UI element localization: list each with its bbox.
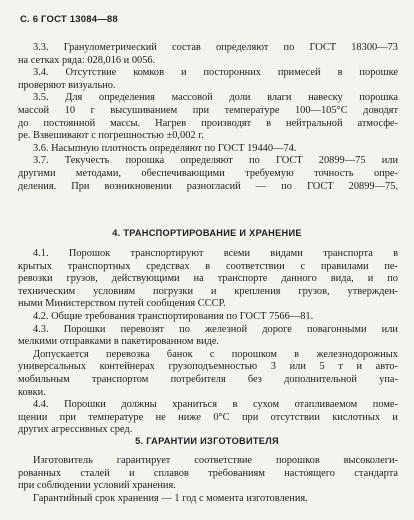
text-line: ревозки грузов, действующими на транспорте данного вида, и по [18,273,398,285]
text-line: мобильным транспортом потребителя без дополнительной упа- [18,373,398,385]
text-line: крытых транспортных средствах в соответствии с правилами пе- [18,260,398,272]
text-line: рованных сталей и сплавов требованиям настоящего стандарта [18,467,398,479]
text-line: Гарантийный срок хранения — 1 год с момента изготовления. [33,492,308,504]
text-line: Допускается перевозка банок с порошком в железнодорожных [33,348,398,360]
text-line: 3.7. Текучесть порошка определяют по ГОСТ 20899—75 или [33,155,398,167]
text-line: при соблюдении условий хранения. [18,480,176,492]
text-line: проверяют визуально. [18,79,116,91]
section-5-heading: 5. ГАРАНТИИ ИЗГОТОВИТЕЛЯ [135,436,279,446]
section-5-body [18,455,398,505]
text-line: 3.5. Для определения массовой доли влаги навеску порошка [33,92,398,104]
text-line: других агрессивных сред. [18,424,133,436]
text-line: до постоянной массы. Нагрев производят в нейтральной атмосфе- [18,117,398,129]
text-line: 3.4. Отсутствие комков и посторонних примесей в порошке [33,67,398,79]
text-line: деления. При возникновении разногласий — по ГОСТ 20899—75. [18,180,398,192]
text-line: 4.4. Порошки должны храниться в сухом отапливаемом поме- [33,399,398,411]
page-header: С. 6 ГОСТ 13084—88 [20,14,118,25]
text-line: Изготовитель гарантирует соответствие порошков высоколеги- [33,455,398,466]
section-4-body [18,248,398,437]
text-line: другими методами, обеспечивающими требуемую точность опре- [18,167,398,179]
text-line: мелкими отправками в пакетированном виде. [18,336,220,348]
text-line: ными Министерством путей сообщения СССР. [18,298,226,310]
text-line: щении при температуре не ниже 0°С при отсутствии кислотных и [18,411,398,423]
text-line: универсальных контейнерах грузоподъемностью 3 или 5 т и авто- [18,361,398,373]
text-line: 4.3. Порошки перевозят по железной дороге повагонными или [33,323,398,335]
text-line: ре. Взвешивают с погрешностью ±0,002 г. [18,130,204,142]
text-line: 4.1. Порошок транспортируют всеми видами транспорта в [33,248,398,259]
text-line: на сетках ряда: 028,016 и 0056. [18,54,156,66]
section-4-heading: 4. ТРАНСПОРТИРОВАНИЕ И ХРАНЕНИЕ [112,228,302,238]
text-line: техническим условиям погрузки и крепления грузов, утвержден- [18,285,398,297]
section-3-body [18,42,398,193]
text-line: ковки. [18,386,46,398]
text-line: 3.3. Гранулометрический состав определяют по ГОСТ 18300—73 [33,42,398,53]
text-line: 4.2. Общие требования транспортирования по ГОСТ 7566—81. [33,310,314,322]
text-line: 3.6. Насыпную плотность определяют по ГОСТ 19440—74. [33,142,297,154]
text-line: массой 10 г высушиванием при температуре 100—105°С доводят [18,104,398,116]
